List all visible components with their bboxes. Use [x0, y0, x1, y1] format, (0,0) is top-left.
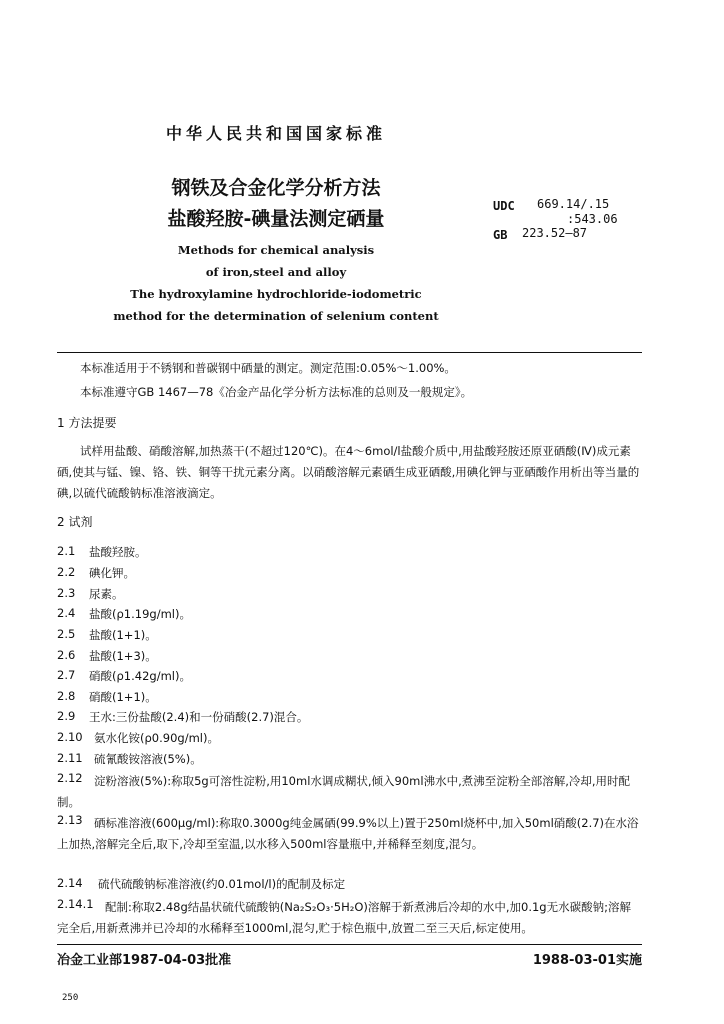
approval-date: 冶金工业部1987-04-03批准: [57, 953, 232, 968]
item-number: 2.11: [57, 751, 83, 765]
item-text: 碘化钾。: [89, 566, 135, 580]
item-number: 2.14: [57, 876, 83, 890]
item-number: 2.10: [57, 730, 83, 744]
item-text: 硝酸(ρ1.42g/ml)。: [89, 669, 191, 683]
item-number: 2.7: [57, 668, 76, 682]
udc-label: UDC: [493, 199, 515, 213]
item-number: 2.4: [57, 606, 76, 620]
standard-org-title: 中华人民共和国国家标准: [165, 124, 386, 143]
section-1-heading: 1 方法提要: [57, 416, 117, 430]
section-2-heading: 2 试剂: [57, 515, 93, 529]
title-en-line4: method for the determination of selenium content: [113, 309, 439, 323]
item-text: 氨水化铵(ρ0.90g/ml)。: [94, 731, 219, 745]
title-en-line2: of iron,steel and alloy: [205, 265, 347, 279]
udc-value: 669.14/.15: [537, 197, 610, 211]
title-en-line3: The hydroxylamine hydrochloride-iodometric: [130, 287, 422, 301]
item-text: 硫代硫酸钠标准溶液(约0.01mol/l)的配制及标定: [98, 877, 346, 891]
item-number: 2.13: [57, 813, 83, 827]
item-number: 2.1: [57, 544, 76, 558]
intro-scope: 本标准适用于不锈钢和普碳钢中硒量的测定。测定范围:0.05%～1.00%。: [80, 361, 456, 375]
item-number: 2.8: [57, 689, 76, 703]
item-number: 2.3: [57, 586, 76, 600]
title-cn-line2: 盐酸羟胺-碘量法测定硒量: [167, 208, 385, 230]
item-number: 2.6: [57, 648, 76, 662]
gb-number: 223.52—87: [522, 226, 588, 240]
item-text: 盐酸羟胺。: [89, 545, 147, 559]
item-number: 2.2: [57, 565, 76, 579]
item-text: 淀粉溶液(5%):称取5g可溶性淀粉,用10ml水调成糊状,倾入90ml沸水中,煮沸至淀粉全部溶解,冷却,用时配制。: [57, 774, 631, 809]
section-1-body: 试样用盐酸、硝酸溶解,加热蒸干(不超过120℃)。在4～6mol/l盐酸介质中,用盐酸羟胺还原亚硒酸(Ⅳ)成元素硒,使其与锰、镍、铬、铁、铜等干扰元素分离。以硝酸溶解元素硒生成亚硒酸,用碘化钾与亚硒酸作用析出等当量的碘,以硫代硫酸钠标准溶液滴定。: [57, 444, 640, 500]
udc-value-2: :543.06: [567, 212, 618, 226]
title-cn-line1: 钢铁及合金化学分析方法: [171, 177, 381, 199]
item-number: 2.12: [57, 771, 83, 785]
top-divider: [57, 352, 642, 353]
item-text: 硒标准溶液(600μg/ml):称取0.3000g纯金属硒(99.9%以上)置于250ml烧杯中,加入50ml硝酸(2.7)在水浴上加热,溶解完全后,取下,冷却至室温,以水移入500ml容量瓶中,并稀释至刻度,混匀。: [57, 816, 639, 851]
implementation-date: 1988-03-01实施: [532, 953, 642, 968]
item-number: 2.14.1: [57, 897, 94, 911]
item-text: 盐酸(ρ1.19g/ml)。: [89, 607, 191, 621]
page-number: 250: [62, 993, 79, 1003]
item-text: 硝酸(1+1)。: [89, 690, 157, 704]
bottom-divider: [57, 944, 642, 945]
title-en-line1: Methods for chemical analysis: [177, 243, 375, 257]
item-number: 2.5: [57, 627, 76, 641]
item-text: 尿素。: [89, 587, 124, 601]
item-text: 盐酸(1+1)。: [89, 628, 157, 642]
item-text: 硫氰酸铵溶液(5%)。: [94, 752, 202, 766]
gb-label: GB: [493, 228, 508, 242]
item-text: 配制:称取2.48g结晶状硫代硫酸钠(Na₂S₂O₃·5H₂O)溶解于新煮沸后冷却的水中,加0.1g无水碳酸钠;溶解完全后,用新煮沸并已冷却的水稀释至1000ml,混匀,贮于棕色瓶中,放置二至三天后,标定使用。: [57, 900, 631, 935]
intro-compliance: 本标准遵守GB 1467—78《冶金产品化学分析方法标准的总则及一般规定》。: [80, 385, 473, 399]
item-text: 王水:三份盐酸(2.4)和一份硝酸(2.7)混合。: [89, 710, 309, 724]
item-text: 盐酸(1+3)。: [89, 649, 157, 663]
item-number: 2.9: [57, 709, 76, 723]
